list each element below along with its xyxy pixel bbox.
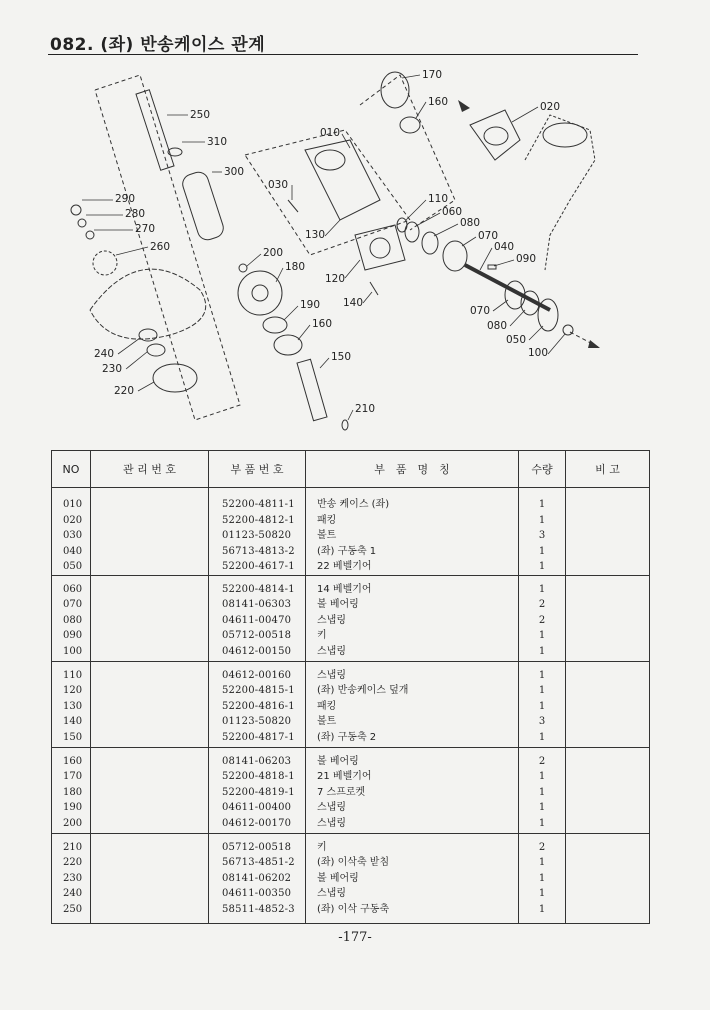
- part-name-cell: 스냅링 (좌) 반송케이스 덮개 패킹 볼트 (좌) 구동축 2: [306, 661, 519, 747]
- callout: 240: [94, 348, 115, 360]
- callout: 100: [528, 347, 549, 359]
- mgmt-cell: [91, 661, 209, 747]
- callout: 080: [460, 217, 481, 229]
- part-name-cell: 14 베벨기어 볼 베어링 스냅링 키 스냅링: [306, 575, 519, 661]
- callout: 140: [343, 297, 364, 309]
- shaft-040: [465, 265, 550, 310]
- table-row-group: [52, 575, 650, 661]
- callout: 150: [331, 351, 352, 363]
- table-header-row: [52, 451, 650, 488]
- callout: 030: [268, 179, 289, 191]
- header-remarks: 비 고: [566, 451, 650, 488]
- callout: 120: [325, 273, 346, 285]
- remarks-cell: [566, 488, 650, 576]
- support-220: [153, 364, 197, 392]
- callout: 040: [494, 241, 515, 253]
- bevel-gear-050: [538, 299, 558, 331]
- snap-ring-100: [563, 325, 573, 335]
- part-no-cell: 04612-00160 52200-4815-1 52200-4816-1 01123-50820 52200-4817-1: [209, 661, 306, 747]
- callout: 230: [102, 363, 123, 375]
- qty-cell: 2 1 1 1 1: [519, 747, 566, 833]
- callout: 010: [320, 127, 341, 139]
- bolt-030: [288, 200, 298, 212]
- exploded-parts-diagram: [50, 60, 610, 445]
- cover-120: [355, 225, 405, 270]
- part-no-cell: 08141-06203 52200-4818-1 52200-4819-1 04611-00400 04612-00170: [209, 747, 306, 833]
- case-010: [305, 140, 380, 220]
- qty-cell: 2 1 1 1 1: [519, 833, 566, 923]
- part-name-cell: 볼 베어링 21 베벨기어 7 스프로켓 스냅링 스냅링: [306, 747, 519, 833]
- washer-280: [78, 219, 86, 227]
- page-title: 082. (좌) 반송케이스 관계: [50, 35, 266, 55]
- qty-cell: 1 1 1 3 1: [519, 661, 566, 747]
- callout: 090: [516, 253, 537, 265]
- no-cell: 060 070 080 090 100: [52, 575, 91, 661]
- gasket-020: [470, 110, 520, 160]
- shaft-250: [136, 90, 174, 170]
- snap-ring-190: [263, 317, 287, 333]
- callout: 280: [125, 208, 146, 220]
- callout: 250: [190, 109, 211, 121]
- remarks-cell: [566, 833, 650, 923]
- mgmt-cell: [91, 488, 209, 576]
- bearing-160: [274, 335, 302, 355]
- callout: 130: [305, 229, 326, 241]
- housing-right: [525, 115, 595, 270]
- snap-ring-200: [239, 264, 247, 272]
- qty-cell: 1 2 2 1 1: [519, 575, 566, 661]
- qty-cell: 1 1 3 1 1: [519, 488, 566, 576]
- table-row-group: [52, 833, 650, 923]
- callout: 190: [300, 299, 321, 311]
- key-210: [342, 420, 348, 430]
- callout: 290: [115, 193, 136, 205]
- header-no: NO: [52, 451, 91, 488]
- callout: 080: [487, 320, 508, 332]
- remarks-cell: [566, 747, 650, 833]
- no-cell: 110 120 130 140 150: [52, 661, 91, 747]
- header-part-name: 부 품 명 칭: [306, 451, 519, 488]
- no-cell: 210 220 230 240 250: [52, 833, 91, 923]
- remarks-cell: [566, 661, 650, 747]
- mgmt-cell: [91, 747, 209, 833]
- callout: 060: [442, 206, 463, 218]
- bearing-230: [147, 344, 165, 356]
- part-name-cell: 키 (좌) 이삭축 받침 볼 베어링 스냅링 (좌) 이삭 구동축: [306, 833, 519, 923]
- mgmt-cell: [91, 833, 209, 923]
- callout: 110: [428, 193, 449, 205]
- table-row-group: [52, 488, 650, 576]
- callout: 220: [114, 385, 135, 397]
- callout: 020: [540, 101, 561, 113]
- header-qty: 수량: [519, 451, 566, 488]
- callout: 070: [478, 230, 499, 242]
- sprocket-180: [238, 271, 282, 315]
- shaft-150: [297, 359, 327, 421]
- bearing-160-b: [400, 117, 420, 133]
- sprocket-260: [93, 251, 117, 275]
- part-name-cell: 반송 케이스 (좌) 패킹 볼트 (좌) 구동축 1 22 베벨기어: [306, 488, 519, 576]
- callout: 050: [506, 334, 527, 346]
- washer-270: [86, 231, 94, 239]
- callout: 160: [312, 318, 333, 330]
- callout: 160: [428, 96, 449, 108]
- header-mgmt-no: 관 리 번 호: [91, 451, 209, 488]
- table-row-group: [52, 661, 650, 747]
- no-cell: 010 020 030 040 050: [52, 488, 91, 576]
- callout: 300: [224, 166, 245, 178]
- center-panel-outline: [245, 130, 410, 255]
- nut-290: [71, 205, 81, 215]
- no-cell: 160 170 180 190 200: [52, 747, 91, 833]
- part-no-cell: 05712-00518 56713-4851-2 08141-06202 04611-00350 58511-4852-3: [209, 833, 306, 923]
- parts-table: [51, 450, 650, 924]
- callout: 270: [135, 223, 156, 235]
- remarks-cell: [566, 575, 650, 661]
- callout: 070: [470, 305, 491, 317]
- part-no-cell: 52200-4811-1 52200-4812-1 01123-50820 56713-4813-2 52200-4617-1: [209, 488, 306, 576]
- callout: 210: [355, 403, 376, 415]
- table-row-group: [52, 747, 650, 833]
- page-number: -177-: [338, 930, 372, 945]
- callout: 200: [263, 247, 284, 259]
- title-rule: [48, 54, 638, 55]
- callout: 260: [150, 241, 171, 253]
- part-no-cell: 52200-4814-1 08141-06303 04611-00470 05712-00518 04612-00150: [209, 575, 306, 661]
- callout: 310: [207, 136, 228, 148]
- mgmt-cell: [91, 575, 209, 661]
- header-part-no: 부 품 번 호: [209, 451, 306, 488]
- callout: 180: [285, 261, 306, 273]
- collar-310: [168, 148, 182, 156]
- callout: 170: [422, 69, 443, 81]
